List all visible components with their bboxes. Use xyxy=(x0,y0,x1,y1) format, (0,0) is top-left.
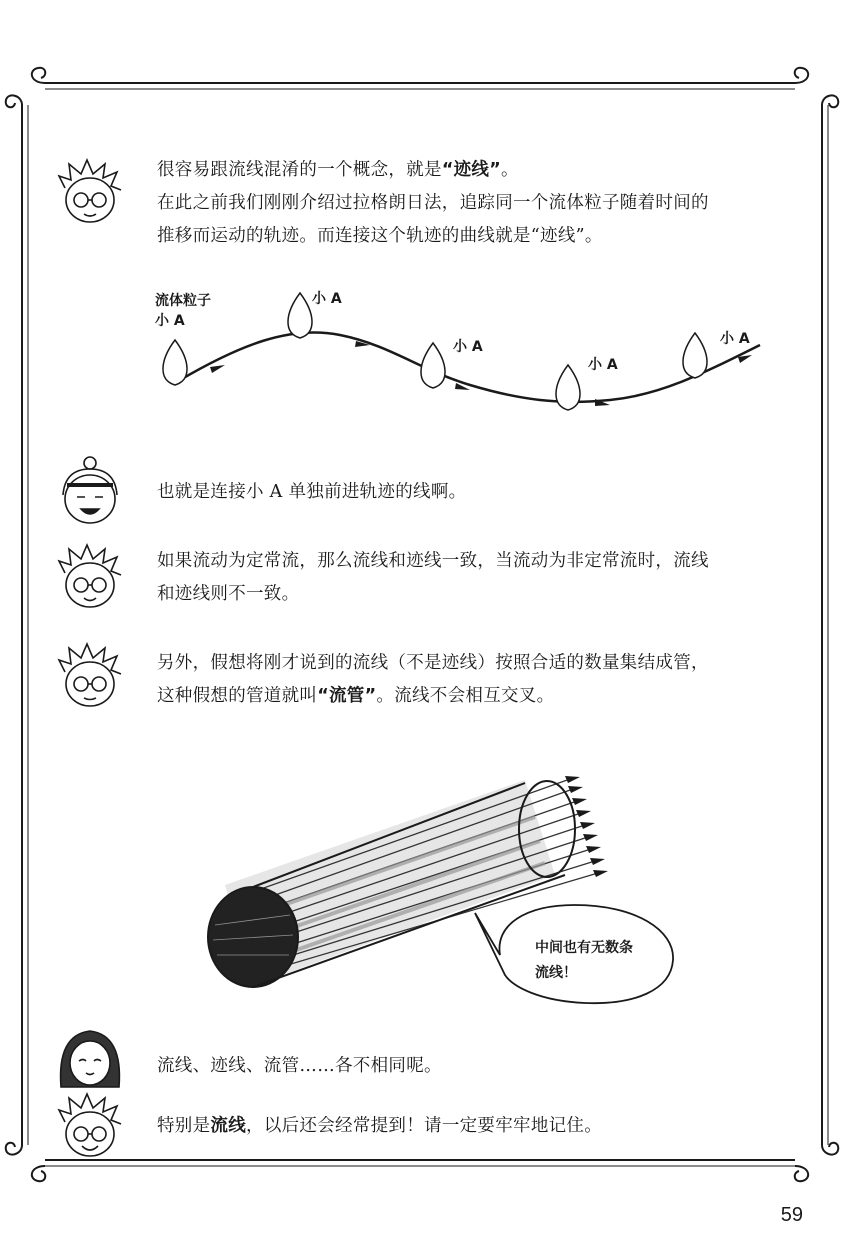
character-avatar-glasses-boy xyxy=(55,158,125,228)
character-avatar-glasses-boy xyxy=(55,543,125,613)
particle-label-line1: 流体粒子 xyxy=(155,293,211,309)
paragraph-girl-remark: 也就是连接小 A 单独前进轨迹的线啊。 xyxy=(157,482,467,502)
bubble-text-line1: 中间也有无数条 xyxy=(535,940,633,956)
character-avatar-girl xyxy=(55,455,125,527)
stream-tube-figure xyxy=(195,765,695,1025)
particle-label-line2: 小 A xyxy=(155,313,185,329)
droplet-characters xyxy=(163,293,707,410)
paragraph-remember: 特别是流线，以后还会经常提到！请一定要牢牢地记住。 xyxy=(157,1116,603,1136)
paragraph-pathline-intro: 很容易跟流线混淆的一个概念，就是“迹线”。 在此之前我们刚刚介绍过拉格朗日法，追踪同一个流体粒子随着时间的 推移而运动的轨迹。而连接这个轨迹的曲线就是“迹线”。 xyxy=(157,160,709,246)
character-avatar-long-hair xyxy=(55,1025,125,1093)
droplet-label: 小 A xyxy=(588,357,618,373)
pathline-figure xyxy=(140,285,770,430)
paragraph-stream-tube: 另外，假想将刚才说到的流线（不是迹线）按照合适的数量集结成管， 这种假想的管道就叫“流管”。流线不会相互交叉。 xyxy=(157,653,709,706)
character-avatar-glasses-boy xyxy=(55,1092,125,1160)
paragraph-summary: 流线、迹线、流管……各不相同呢。 xyxy=(157,1056,442,1076)
droplet-label: 小 A xyxy=(720,331,750,347)
paragraph-steady-flow: 如果流动为定常流，那么流线和迹线一致，当流动为非定常流时，流线 和迹线则不一致。 xyxy=(157,551,709,604)
droplet-label: 小 A xyxy=(453,339,483,355)
page-number: 59 xyxy=(780,1204,803,1226)
droplet-label: 小 A xyxy=(312,291,342,307)
bubble-text-line2: 流线！ xyxy=(535,965,577,981)
character-avatar-glasses-boy xyxy=(55,642,125,712)
